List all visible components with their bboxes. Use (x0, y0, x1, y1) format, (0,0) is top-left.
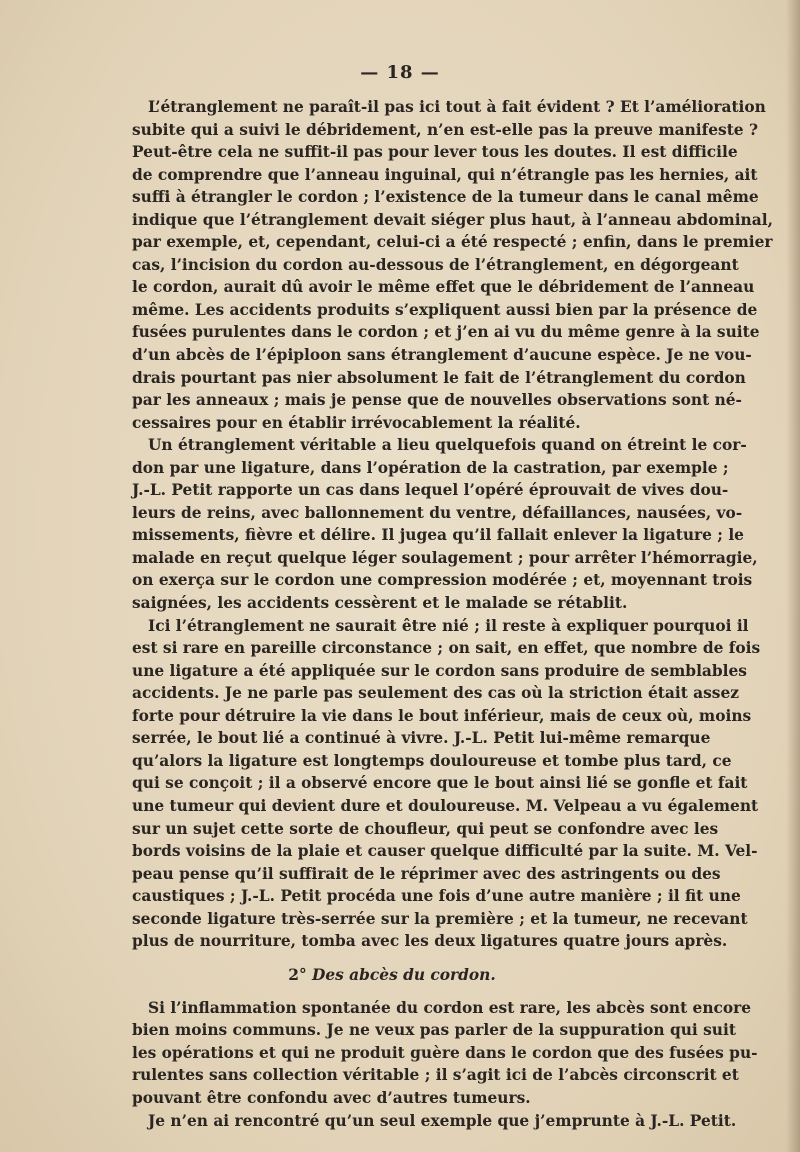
text-line: par les anneaux ; mais je pense que de nouvelles observations sont né- (132, 391, 742, 410)
text-line: est si rare en pareille circonstance ; on sait, en effet, que nombre de fois (132, 639, 761, 658)
paragraph (132, 1110, 737, 1133)
section-number: 2° (288, 965, 307, 984)
text-line: cas, l’incision du cordon au-dessous de l’étranglement, en dégorgeant (132, 255, 739, 274)
text-line: subite qui a suivi le débridement, n’en est-elle pas la preuve manifeste ? (132, 120, 758, 139)
text-line: par exemple, et, cependant, celui-ci a été respecté ; enfin, dans le premier (132, 233, 773, 252)
text-line: missements, fièvre et délire. Il jugea qu’il fallait enlever la ligature ; le (132, 526, 744, 545)
text-line: de comprendre que l’anneau inguinal, qui n’étrangle pas les hernies, ait (132, 165, 758, 184)
text-line: drais pourtant pas nier absolument le fait de l’étranglement du cordon (132, 368, 746, 387)
text-line: plus de nourriture, tomba avec les deux ligatures quatre jours après. (132, 932, 728, 951)
text-line: accidents. Je ne parle pas seulement des cas où la striction était assez (132, 684, 740, 703)
text-line: on exerça sur le cordon une compression modérée ; et, moyennant trois (132, 571, 753, 590)
text-line: bords voisins de la plaie et causer quelque difficulté par la suite. M. Vel- (132, 842, 758, 861)
section-heading (132, 953, 652, 997)
text-line: malade en reçut quelque léger soulagement ; pour arrêter l’hémorragie, (132, 548, 758, 567)
text-line: qu’alors la ligature est longtemps douloureuse et tombe plus tard, ce (132, 751, 732, 770)
text-line: peau pense qu’il suffirait de le réprimer avec des astringents ou des (132, 864, 721, 883)
text-line: sur un sujet cette sorte de choufleur, qui peut se confondre avec les (132, 819, 719, 838)
text-line: seconde ligature très-serrée sur la première ; et la tumeur, ne recevant (132, 909, 748, 928)
page-edge-shadow (786, 0, 800, 1152)
text-line: leurs de reins, avec ballonnement du ventre, défaillances, nausées, vo- (132, 503, 743, 522)
paragraph (132, 615, 761, 953)
text-line: Peut-être cela ne suffit-il pas pour lever tous les doutes. Il est difficile (132, 143, 738, 162)
text-line: une tumeur qui devient dure et douloureuse. M. Velpeau a vu également (132, 796, 759, 815)
text-line: don par une ligature, dans l’opération de la castration, par exemple ; (132, 458, 729, 477)
text-line: bien moins communs. Je ne veux pas parler de la suppuration qui suit (132, 1021, 736, 1040)
body-text (132, 96, 773, 1132)
text-line: même. Les accidents produits s’expliquent aussi bien par la présence de (132, 300, 758, 319)
text-line: d’un abcès de l’épiploon sans étranglement d’aucune espèce. Je ne vou- (132, 346, 752, 365)
section-title: Des abcès du cordon. (312, 965, 496, 984)
text-line: L’étranglement ne paraît-il pas ici tout à fait évident ? Et l’amélioration (148, 98, 766, 116)
text-line: pouvant être confondu avec d’autres tumeurs. (132, 1088, 531, 1107)
text-line: fusées purulentes dans le cordon ; et j’en ai vu du même genre à la suite (132, 323, 760, 342)
text-line: forte pour détruire la vie dans le bout inférieur, mais de ceux où, moins (132, 706, 752, 725)
paragraph (132, 96, 773, 434)
text-line: indique que l’étranglement devait siéger plus haut, à l’anneau abdominal, (132, 210, 773, 229)
text-line: Je n’en ai rencontré qu’un seul exemple que j’emprunte à J.-L. Petit. (148, 1111, 737, 1130)
text-line: caustiques ; J.-L. Petit procéda une fois d’une autre manière ; il fit une (132, 887, 741, 906)
text-line: serrée, le bout lié a continué à vivre. J.-L. Petit lui-même remarque (132, 729, 711, 748)
text-line: une ligature a été appliquée sur le cordon sans produire de semblables (132, 661, 747, 680)
page-number: — 18 — (360, 62, 440, 83)
text-line: le cordon, aurait dû avoir le même effet que le débridement de l’anneau (132, 278, 755, 297)
paragraph (132, 434, 758, 614)
text-line: Un étranglement véritable a lieu quelquefois quand on étreint le cor- (148, 436, 747, 455)
text-line: saignées, les accidents cessèrent et le malade se rétablit. (132, 594, 628, 613)
text-line: Ici l’étranglement ne saurait être nié ; il reste à expliquer pourquoi il (148, 616, 749, 635)
paragraph (132, 997, 758, 1110)
text-line: cessaires pour en établir irrévocablement la réalité. (132, 413, 581, 432)
text-line: J.-L. Petit rapporte un cas dans lequel l’opéré éprouvait de vives dou- (132, 481, 729, 500)
text-line: suffi à étrangler le cordon ; l’existence de la tumeur dans le canal même (132, 188, 759, 207)
text-line: qui se conçoit ; il a observé encore que le bout ainsi lié se gonfle et fait (132, 774, 748, 793)
text-line: rulentes sans collection véritable ; il s’agit ici de l’abcès circonscrit et (132, 1066, 739, 1085)
text-line: Si l’inflammation spontanée du cordon est rare, les abcès sont encore (148, 998, 752, 1017)
text-line: les opérations et qui ne produit guère dans le cordon que des fusées pu- (132, 1043, 758, 1062)
